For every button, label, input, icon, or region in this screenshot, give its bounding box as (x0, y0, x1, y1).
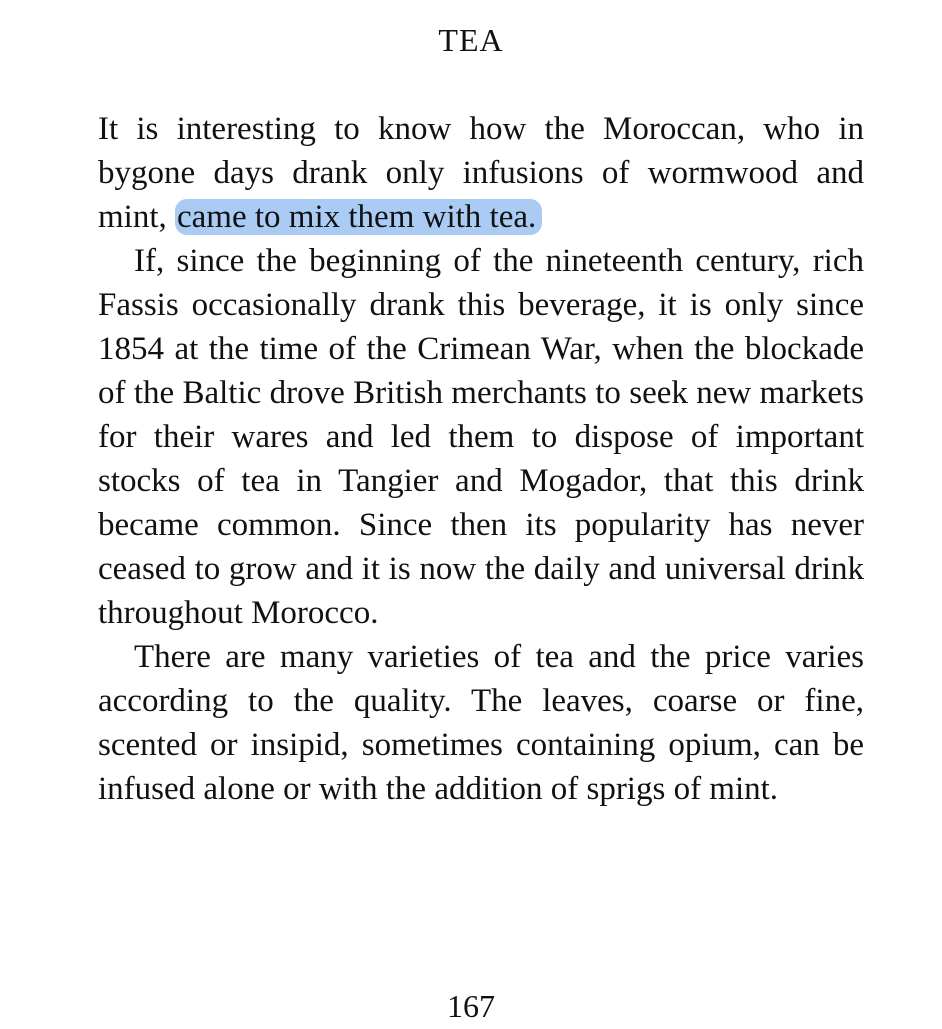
paragraph-3: There are many varieties of tea and the price varies according to the quality. The leaves, coarse or fine, scented or insipid, sometimes containing opium, can be infused alone or with the addition of sprigs of mint. (98, 639, 864, 807)
text-highlight[interactable]: came to mix them with tea. (175, 199, 542, 235)
paragraph-1-text: It is interesting to know how the Moroccan, who in bygone days drank only infusions of wormwood and mint, (98, 111, 864, 235)
body-text (98, 107, 864, 811)
paragraph-2: If, since the beginning of the nineteenth century, rich Fassis occasionally drank this beverage, it is only since 1854 at the time of the Crimean War, when the blockade of the Baltic drove British merchants to seek new markets for their wares and led them to dispose of important stocks of tea in Tangier and Mogador, that this drink became common. Since then its popularity has never ceased to grow and it is now the daily and universal drink throughout Morocco. (98, 243, 864, 631)
paragraph-1 (98, 107, 864, 239)
running-head: TEA (438, 22, 504, 58)
page-number: 167 (447, 988, 495, 1024)
